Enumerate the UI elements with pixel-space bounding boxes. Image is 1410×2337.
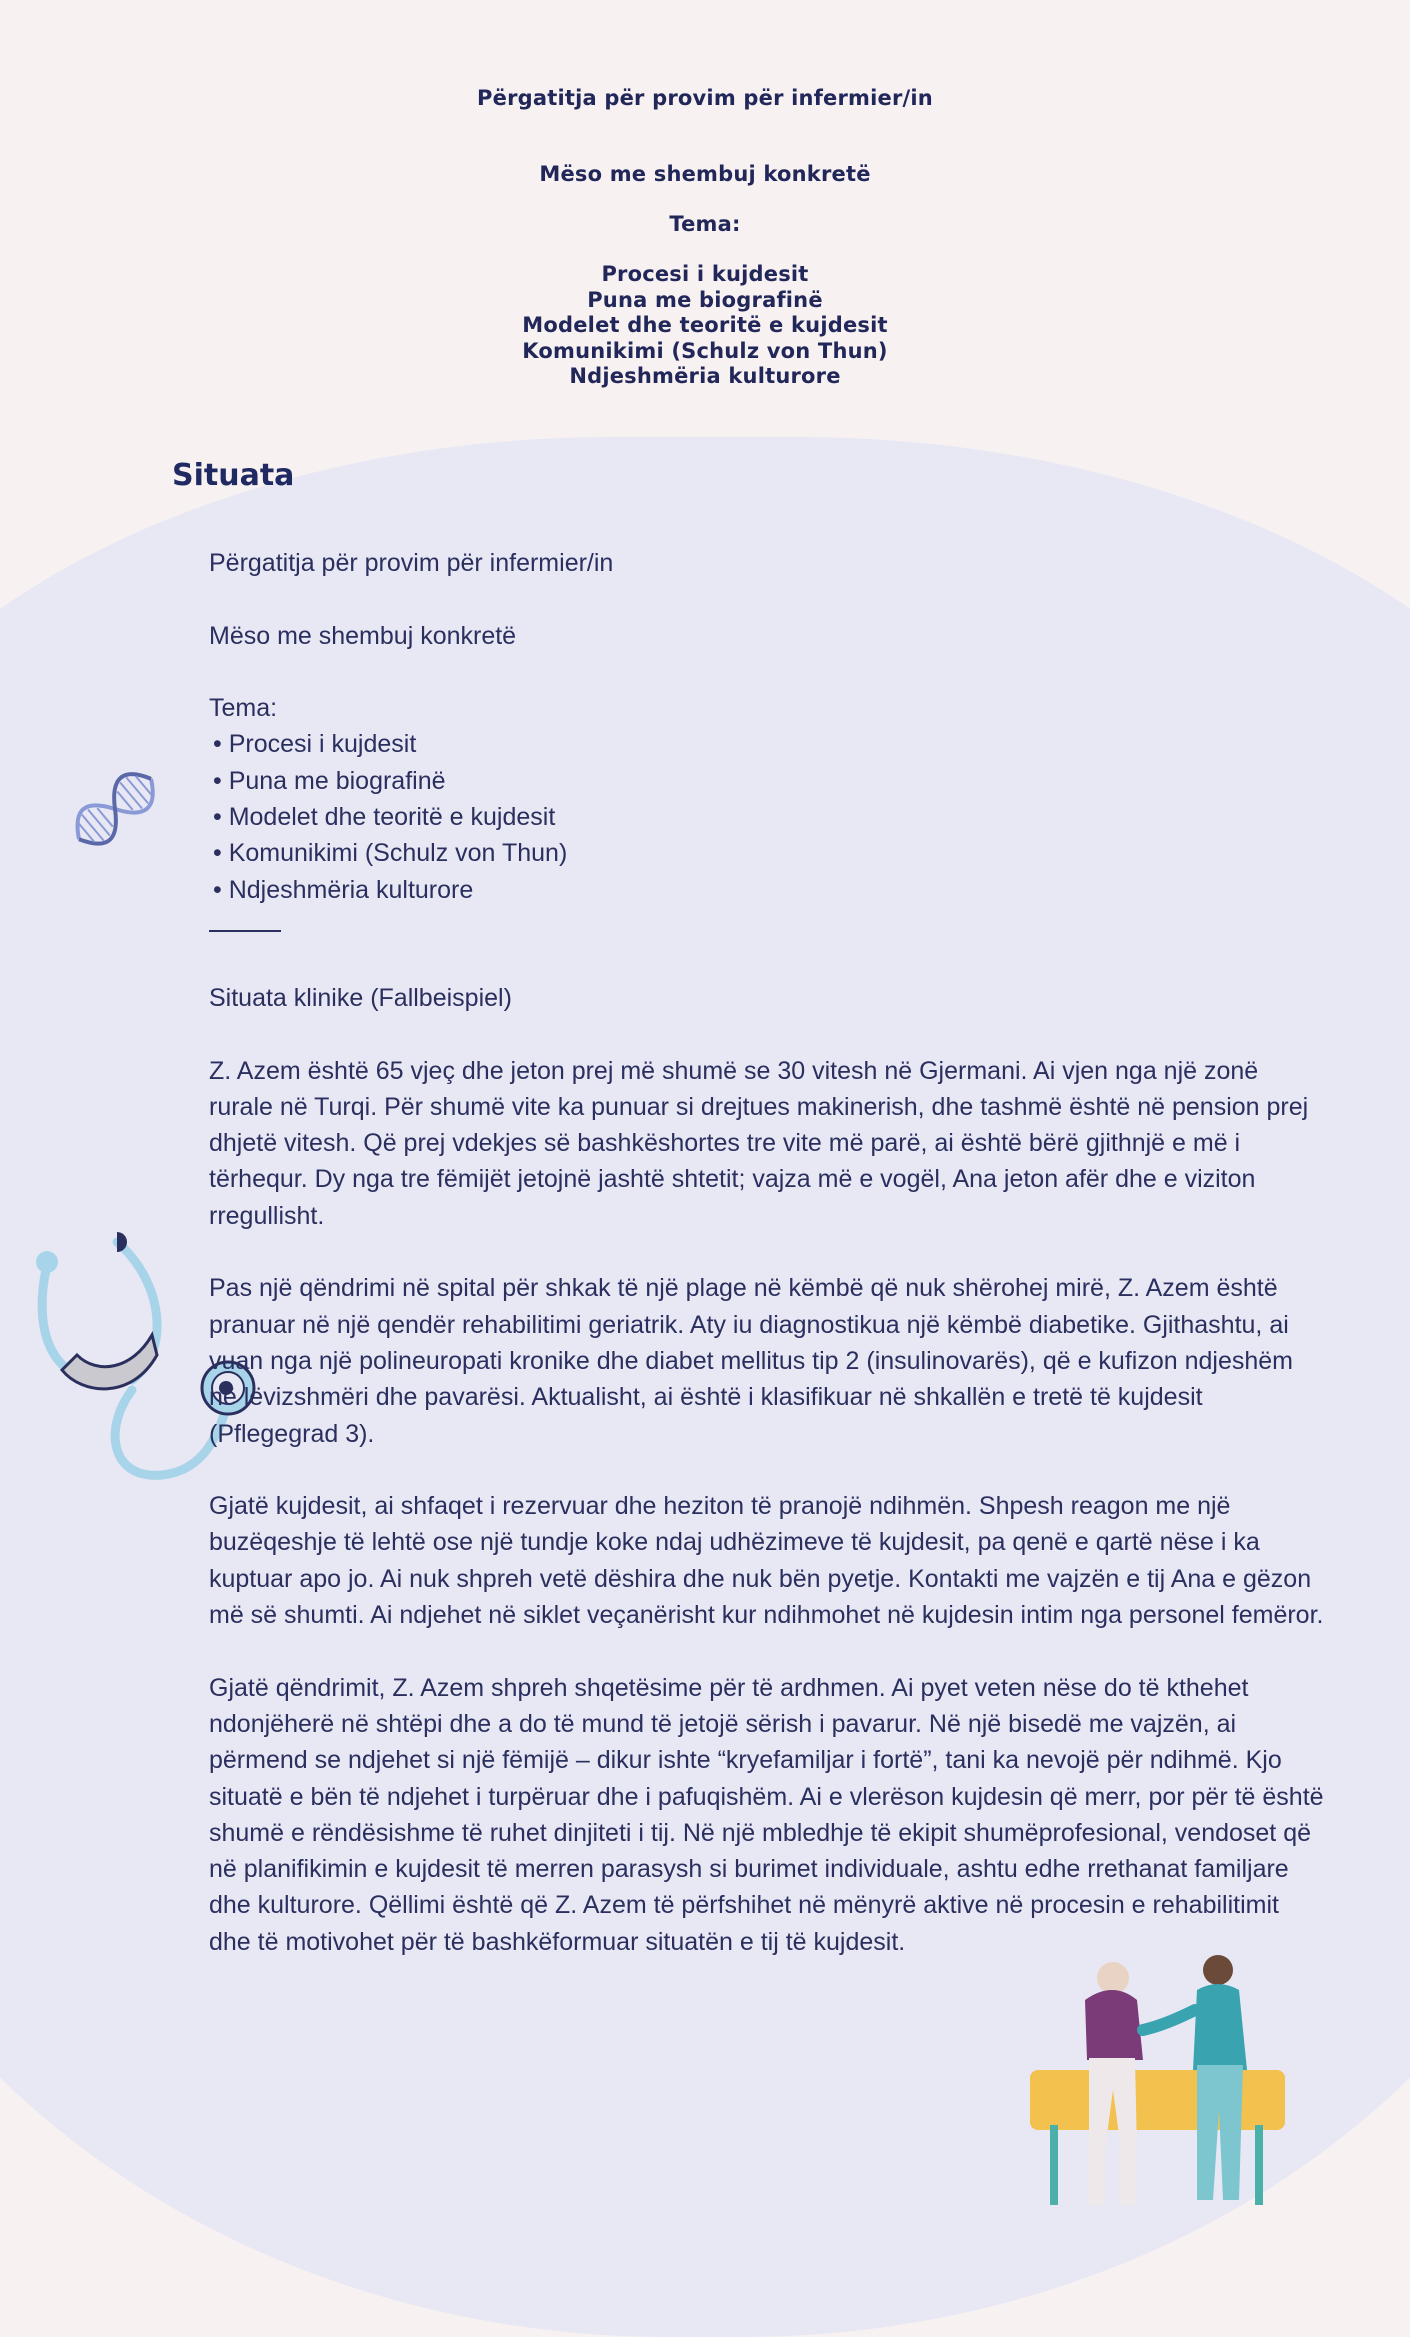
- topics-label: Tema:: [209, 694, 278, 723]
- topic-list: [209, 726, 1324, 907]
- header-topic: Procesi i kujdesit: [601, 262, 809, 286]
- intro-line: Mëso me shembuj konkretë: [209, 621, 517, 650]
- document-body: [209, 545, 1324, 1996]
- dna-icon: [58, 752, 173, 867]
- header-title: Përgatitja për provim për infermier/in: [477, 86, 933, 110]
- topic-item: • Puna me biografinë: [209, 763, 1324, 799]
- topic-item: • Modelet dhe teoritë e kujdesit: [209, 799, 1324, 835]
- intro-line: Përgatitja për provim për infermier/in: [209, 549, 614, 577]
- paragraph: Pas një qëndrimi në spital për shkak të një plage në këmbë që nuk shërohej mirë, Z. Azem është pranuar në një qendër rehabilitimi geriatrik. Aty iu diagnostikua një këmbë diabetike. Gjithashtu, ai vuan nga një polineuropati kronike dhe diabet mellitus tip 2 (insulinovarës), që e kufizon ndjeshëm në lëvizshmëri dhe pavarësi. Aktualisht, ai është i klasifikuar në shkallën e tretë të kujdesit (Pflegegrad 3).: [209, 1274, 1293, 1448]
- topic-item: • Procesi i kujdesit: [209, 726, 1324, 762]
- topic-item: • Ndjeshmëria kulturore: [209, 872, 1324, 908]
- paragraph: Z. Azem është 65 vjeç dhe jeton prej më shumë se 30 vitesh në Gjermani. Ai vjen nga një zonë rurale në Turqi. Për shumë vite ka punuar si drejtues makinerish, dhe tashmë është në pension prej dhjetë vitesh. Që prej vdekjes së bashkëshortes tre vite më parë, ai është bërë gjithnjë e më i tërhequr. Dy nga tre fëmijët jetojnë jashtë shtetit; vajza më e vogël, Ana jeton afër dhe e viziton rregullisht.: [209, 1056, 1309, 1230]
- header-topics: [0, 262, 1410, 390]
- paragraph: Gjatë qëndrimit, Z. Azem shpreh shqetësime për të ardhmen. Ai pyet veten nëse do të kthehet ndonjëherë në shtëpi dhe a do të mund të jetojë sërish i pavarur. Në një bisedë me vajzën, ai përmend se ndjehet si një fëmijë – dikur ishte “kryefamiljar i fortë”, tani ka nevojë për ndihmë. Kjo situatë e bën të ndjehet i turpëruar dhe i pafuqishëm. Ai e vlerëson kujdesin që merr, por për të është shumë e rëndësishme të ruhet dinjiteti i tij. Në një mbledhje të ekipit shumëprofesional, vendoset që në planifikimin e kujdesit të merren parasysh si burimet individuale, ashtu edhe rrethanat familjare dhe kulturore. Qëllimi është që Z. Azem të përfshihet në mënyrë aktive në procesin e rehabilitimit dhe të motivohet për të bashkëformuar situatën e tij të kujdesit.: [209, 1673, 1324, 1956]
- header-tema: Tema:: [669, 212, 741, 236]
- paragraph: Gjatë kujdesit, ai shfaqet i rezervuar dhe heziton të pranojë ndihmën. Shpesh reagon me një buzëqeshje të lehtë ose një tundje koke ndaj udhëzimeve të kujdesit, pa qenë e qartë nëse i ka kuptuar apo jo. Ai nuk shpreh vetë dëshira dhe nuk bën pyetje. Kontakti me vajzën e tij Ana e gëzon më së shumti. Ai ndjehet në siklet veçanërisht kur ndihmohet në kujdesin intim nga personel femëror.: [209, 1492, 1324, 1630]
- header-topic: Komunikimi (Schulz von Thun): [522, 338, 888, 363]
- header-subtitle: Mëso me shembuj konkretë: [539, 162, 871, 186]
- topic-item: • Komunikimi (Schulz von Thun): [209, 835, 1324, 871]
- header-topic: Ndjeshmëria kulturore: [569, 364, 841, 388]
- case-title: Situata klinike (Fallbeispiel): [209, 983, 512, 1012]
- section-heading: Situata: [172, 458, 295, 493]
- header-topic: Puna me biografinë: [587, 287, 823, 312]
- separator: [209, 930, 281, 932]
- header-topic: Modelet dhe teoritë e kujdesit: [522, 313, 888, 337]
